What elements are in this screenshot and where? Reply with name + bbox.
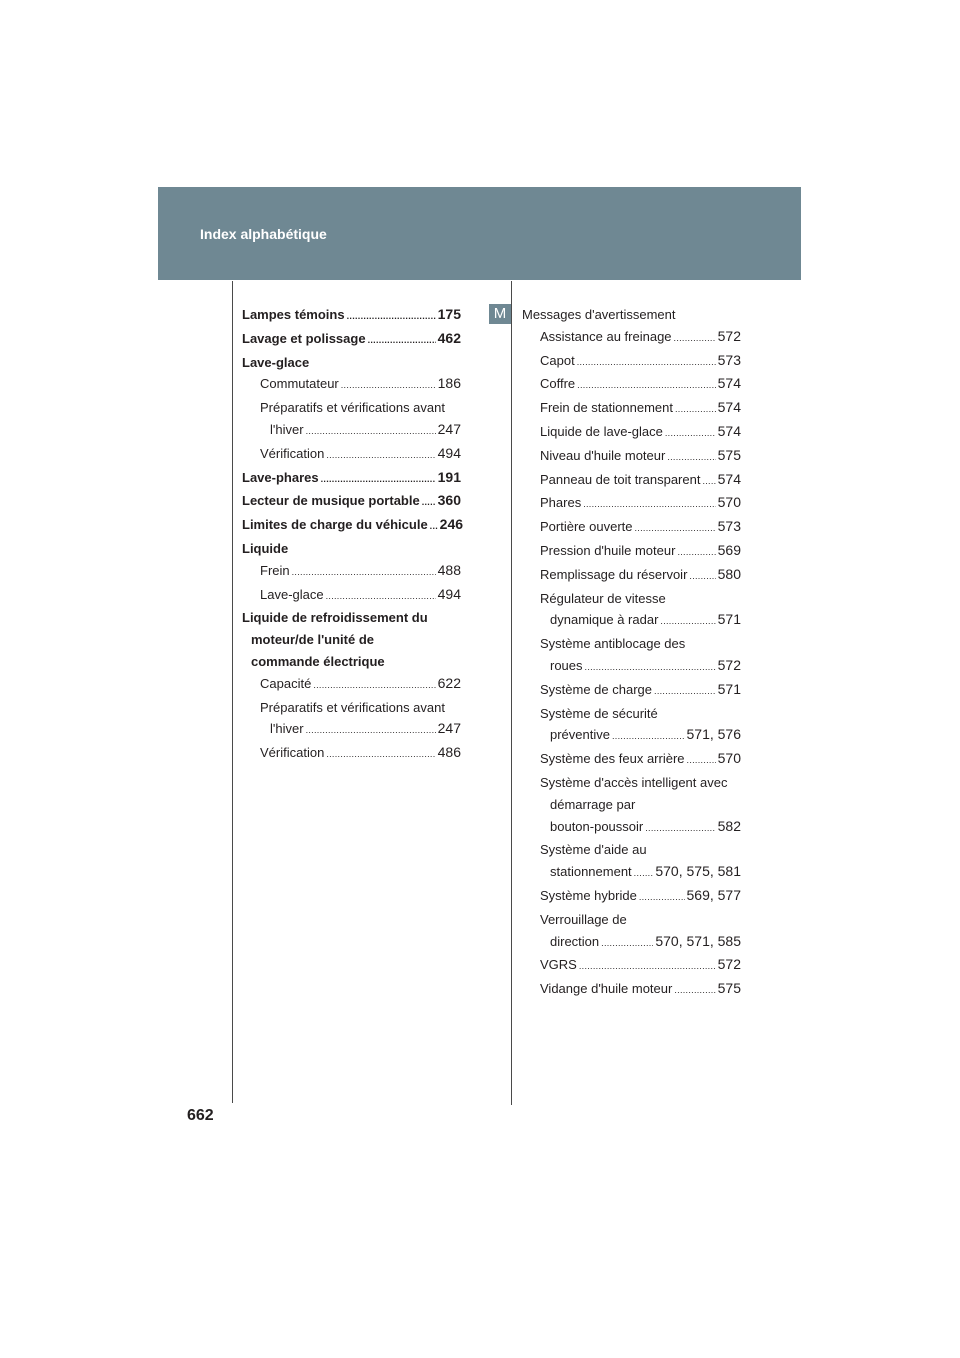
page-header — [158, 187, 801, 280]
dot-leader — [645, 816, 715, 840]
index-entry — [242, 397, 461, 419]
dot-leader — [313, 673, 435, 697]
index-entry-label: Frein — [260, 562, 290, 578]
index-entry — [522, 909, 741, 931]
index-entry-label: Système d'aide au — [540, 842, 647, 858]
dot-leader — [654, 679, 716, 703]
index-entry — [522, 588, 741, 610]
index-entry-page: 486 — [437, 744, 461, 761]
index-entry-label: Liquide — [242, 540, 289, 556]
index-entry-label: Portière ouverte — [540, 519, 633, 535]
index-entry — [522, 978, 741, 1002]
index-entry-page: 573 — [717, 351, 741, 368]
index-entry-page: 570, 571, 585 — [655, 932, 741, 949]
index-entry — [522, 861, 741, 885]
dot-leader — [347, 304, 436, 328]
index-entry-label: moteur/de l'unité de — [251, 632, 374, 648]
index-entry — [522, 445, 741, 469]
index-entry — [522, 748, 741, 772]
index-entry-page: 247 — [437, 420, 461, 437]
dot-leader — [326, 742, 435, 766]
index-entry — [522, 724, 741, 748]
index-entry — [242, 467, 461, 491]
index-entry-label: Système antiblocage des — [540, 636, 686, 652]
index-entry-label: Lave-phares — [242, 469, 319, 485]
index-entry-label: Régulateur de vitesse — [540, 590, 666, 606]
index-entry-label: préventive — [550, 727, 610, 743]
index-entry-page: 360 — [437, 492, 461, 509]
index-entry — [522, 655, 741, 679]
index-entry-label: Système de sécurité — [540, 705, 658, 721]
index-entry-page: 574 — [717, 399, 741, 416]
index-entry-label: Lecteur de musique portable — [242, 493, 420, 509]
index-column-right — [522, 304, 741, 1002]
index-entry-label: stationnement — [550, 864, 632, 880]
index-entry — [242, 584, 461, 608]
dot-leader — [635, 516, 716, 540]
index-entry-page: 574 — [717, 470, 741, 487]
index-entry-label: Lampes témoins — [242, 307, 345, 322]
index-entry-label: roues — [550, 657, 583, 673]
dot-leader — [674, 326, 716, 350]
index-entry — [242, 697, 461, 719]
index-entry — [522, 373, 741, 397]
dot-leader — [689, 564, 715, 588]
index-entry — [242, 443, 461, 467]
index-entry — [522, 633, 741, 655]
dot-leader — [634, 861, 654, 885]
index-entry — [522, 350, 741, 374]
index-entry-page: 191 — [437, 468, 461, 485]
index-entry — [242, 352, 461, 374]
index-column-left — [242, 304, 464, 766]
index-entry — [242, 607, 461, 629]
index-entry — [522, 492, 741, 516]
dot-leader — [702, 469, 715, 493]
index-entry-label: Préparatifs et vérifications avant — [260, 400, 445, 416]
index-entry — [522, 794, 741, 816]
index-entry-label: Préparatifs et vérifications avant — [260, 699, 445, 715]
index-entry — [522, 421, 741, 445]
dot-leader — [675, 397, 716, 421]
index-entry-page: 622 — [437, 674, 461, 691]
index-entry-page: 570 — [717, 494, 741, 511]
index-entry-page: 572 — [717, 656, 741, 673]
index-entry-label: Messages d'avertissement — [522, 307, 676, 322]
dot-leader — [321, 467, 436, 491]
dot-leader — [639, 885, 685, 909]
index-entry-label: démarrage par — [550, 796, 636, 812]
dot-leader — [292, 560, 436, 584]
index-entry — [522, 564, 741, 588]
index-entry — [522, 885, 741, 909]
index-entry-page: 571, 576 — [686, 726, 741, 743]
index-entry-label: Capacité — [260, 675, 312, 691]
index-entry — [522, 304, 741, 326]
index-entry-page: 572 — [717, 956, 741, 973]
index-entry-page: 570 — [717, 750, 741, 767]
index-entry-label: Système des feux arrière — [540, 751, 685, 767]
index-entry-label: Limites de charge du véhicule — [242, 517, 428, 533]
dot-leader — [326, 584, 436, 608]
index-entry-page: 175 — [437, 306, 461, 322]
dot-leader — [665, 421, 716, 445]
index-entry-page: 488 — [437, 561, 461, 578]
index-entry-label: Coffre — [540, 376, 576, 392]
dot-leader — [677, 540, 715, 564]
index-entry-page: 494 — [437, 444, 461, 461]
dot-leader — [368, 328, 436, 352]
index-entry-page: 462 — [437, 329, 461, 346]
index-entry-page: 494 — [437, 585, 461, 602]
index-entry — [242, 673, 461, 697]
index-entry-page: 572 — [717, 327, 741, 344]
index-entry-page: 186 — [437, 375, 461, 392]
index-entry — [242, 328, 461, 352]
dot-leader — [326, 443, 435, 467]
column-divider — [511, 281, 512, 1105]
dot-leader — [341, 373, 436, 397]
index-entry-label: VGRS — [540, 957, 577, 973]
dot-leader — [674, 978, 715, 1002]
index-entry-page: 574 — [717, 375, 741, 392]
index-entry — [242, 304, 461, 328]
index-entry-page: 247 — [437, 720, 461, 737]
index-entry-label: Assistance au freinage — [540, 328, 672, 344]
index-entry — [242, 742, 461, 766]
index-entry-page: 571 — [717, 611, 741, 628]
index-entry-page: 569, 577 — [686, 886, 741, 903]
index-entry-label: Lavage et polissage — [242, 330, 366, 346]
index-entry — [522, 516, 741, 540]
index-entry — [242, 514, 464, 538]
index-entry-page: 575 — [717, 980, 741, 997]
index-entry-label: Pression d'huile moteur — [540, 542, 676, 558]
index-entry-label: Verrouillage de — [540, 911, 627, 927]
index-entry-label: Vidange d'huile moteur — [540, 981, 673, 997]
index-entry-label: Système d'accès intelligent avec — [540, 774, 728, 790]
index-entry-label: Lave-glace — [260, 586, 324, 602]
index-entry — [522, 772, 741, 794]
index-entry-label: Liquide de refroidissement du — [242, 610, 428, 626]
index-entry — [522, 816, 741, 840]
dot-leader — [577, 350, 716, 374]
index-entry — [242, 560, 461, 584]
index-entry-page: 573 — [717, 518, 741, 535]
index-entry-page: 575 — [717, 446, 741, 463]
index-entry-page: 574 — [717, 422, 741, 439]
index-entry — [522, 839, 741, 861]
index-entry-label: direction — [550, 933, 600, 949]
index-entry-label: Système hybride — [540, 887, 637, 903]
index-entry — [522, 326, 741, 350]
index-entry — [242, 538, 461, 560]
index-entry — [522, 397, 741, 421]
index-entry-label: Vérification — [260, 745, 325, 761]
index-entry — [522, 679, 741, 703]
dot-leader — [601, 931, 653, 955]
index-entry-label: Panneau de toit transparent — [540, 471, 701, 487]
dot-leader — [667, 445, 715, 469]
index-entry — [522, 954, 741, 978]
index-entry-label: Liquide de lave-glace — [540, 423, 663, 439]
index-entry — [522, 703, 741, 725]
section-title: Index alphabétique — [200, 226, 327, 242]
index-entry-label: l'hiver — [270, 721, 304, 737]
index-entry-label: Capot — [540, 352, 575, 368]
dot-leader — [430, 514, 438, 538]
dot-leader — [422, 490, 436, 514]
dot-leader — [579, 954, 716, 978]
index-entry-label: Frein de stationnement — [540, 400, 673, 416]
index-entry-label: dynamique à radar — [550, 612, 659, 628]
index-entry — [242, 651, 461, 673]
index-entry — [522, 469, 741, 493]
dot-leader — [660, 609, 715, 633]
index-entry-label: Vérification — [260, 445, 325, 461]
index-entry — [522, 931, 741, 955]
index-entry-page: 580 — [717, 565, 741, 582]
index-entry-page: 246 — [439, 516, 464, 533]
left-margin-rule — [232, 281, 233, 1103]
dot-leader — [583, 492, 715, 516]
index-entry-page: 571 — [717, 680, 741, 697]
index-entry — [522, 609, 741, 633]
index-entry-label: bouton-poussoir — [550, 818, 644, 834]
dot-leader — [687, 748, 716, 772]
dot-leader — [585, 655, 716, 679]
index-entry-page: 569 — [717, 541, 741, 558]
index-entry — [242, 490, 461, 514]
index-entry-label: commande électrique — [251, 653, 385, 669]
dot-leader — [612, 724, 685, 748]
index-entry-page: 570, 575, 581 — [655, 863, 741, 880]
index-entry-label: Système de charge — [540, 681, 653, 697]
index-entry — [242, 419, 461, 443]
dot-leader — [306, 419, 436, 443]
index-entry-label: Commutateur — [260, 376, 339, 392]
index-entry-label: Phares — [540, 495, 582, 511]
index-entry-label: Remplissage du réservoir — [540, 566, 688, 582]
index-entry-label: Lave-glace — [242, 354, 310, 370]
page-number: 662 — [187, 1107, 214, 1124]
section-letter-badge: M — [489, 304, 511, 324]
index-entry-label: Niveau d'huile moteur — [540, 447, 666, 463]
index-entry — [242, 718, 461, 742]
index-entry — [242, 629, 461, 651]
dot-leader — [306, 718, 436, 742]
index-entry — [242, 373, 461, 397]
index-entry-page: 582 — [717, 817, 741, 834]
index-entry-label: l'hiver — [270, 421, 304, 437]
index-entry — [522, 540, 741, 564]
dot-leader — [577, 373, 715, 397]
